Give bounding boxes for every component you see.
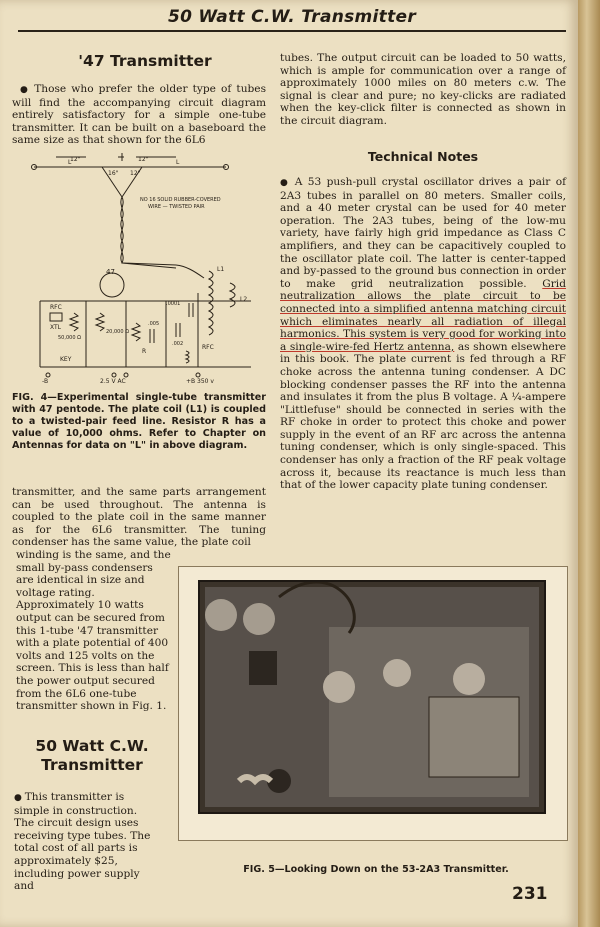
- page-number: 231: [512, 884, 548, 904]
- fig4-cap2: .002: [172, 341, 184, 347]
- fig4-b-plus: +B 350 v: [186, 378, 214, 385]
- fig4-dim-c: 12": [138, 156, 149, 163]
- left-body-continuation: transmitter, and the same parts arrangement can be used throughout. The antenna is coupled to the plate coil in the same manner as for the 6L6 transmitter. The tuning condenser has the same value, the plate coil: [12, 486, 266, 549]
- fig4-rfc: RFC: [50, 304, 62, 311]
- fig4-caption: FIG. 4—Experimental single-tube transmitter with 47 pentode. The plate coil (L1) is coupled to a twisted-pair feed line. Resistor R has a value of 10,000 ohms. Refer to Chapter on Antennas for data on "L" in above diagram.: [12, 392, 266, 451]
- fig4-schematic: [26, 153, 264, 385]
- bullet-icon-2: ●: [14, 793, 25, 803]
- fig4-r: R: [142, 348, 147, 355]
- section-heading-47: '47 Transmitter: [78, 52, 212, 70]
- underlined-passage: Grid neutralization allows the plate circuit to be connected into a simplified antenna matching circuit which eliminates nearly all radiation of illegal harmonics. This system is very good for working into a single-wire-fed Hertz antenna,: [280, 277, 566, 353]
- fig4-key: KEY: [60, 356, 72, 363]
- fig4-dim-a: 16": [108, 170, 119, 177]
- fig4-tube-label: 47: [106, 268, 115, 276]
- fig5-photo: [179, 567, 567, 840]
- fig4-rfc-b: RFC: [202, 344, 214, 351]
- section-heading-50w-line1: 50 Watt C.W.: [35, 737, 149, 755]
- bullet-icon: ●: [20, 85, 35, 95]
- fig4-cap: .0001: [166, 301, 181, 307]
- left-intro-paragraph: ● Those who prefer the older type of tubes will find the accompanying circuit diagram entirely satisfactory for a simple one-tube transmitter. It can be built on a baseboard the same size as that shown for the 6L6: [12, 83, 267, 147]
- right-intro-paragraph: tubes. The output circuit can be loaded to 50 watts, which is ample for communication over a range of approximately 1000 miles on 80 meters c.w. The signal is clear and pure; no key-clicks are radiated when the key-click filter is connected as shown in the circuit diagram.: [280, 52, 566, 127]
- running-header: [18, 4, 566, 32]
- book-edge: [578, 0, 600, 927]
- fig5-photo-frame: [178, 566, 568, 841]
- fig4-vac: 2.5 V AC: [100, 378, 126, 385]
- fig4-label-L: L: [68, 159, 72, 166]
- header-title: 50 Watt C.W. Transmitter: [167, 7, 417, 27]
- section-heading-50w: [14, 737, 170, 775]
- fig4-wire-note-2: WIRE — TWISTED PAIR: [148, 204, 205, 210]
- fig4-wire-note-1: NO 16 SOLID RUBBER-COVERED: [140, 197, 221, 203]
- fig4-dim-b: 12": [130, 170, 141, 177]
- left-body-narrow: winding is the same, and the small by-pass condensers are identical in size and voltage rating. Approximately 10 watts output can be secured from this 1-tube '47 transmitter with a plate potential of 400 volts and 125 volts on the screen. This is less than half the power output secured from the 6L6 one-tube transmitter shown in Fig. 1.: [16, 549, 171, 713]
- fig4-res: 20,000 Ω: [106, 329, 129, 335]
- fig4-l2: L2: [240, 296, 248, 303]
- technical-notes-heading: Technical Notes: [367, 149, 479, 164]
- section-heading-50w-line2: Transmitter: [41, 756, 143, 774]
- fig4-b-minus: -B: [42, 378, 49, 385]
- fig5-caption: FIG. 5—Looking Down on the 53-2A3 Transmitter.: [243, 864, 509, 875]
- fig4-label-L2: L: [176, 159, 180, 166]
- fig4-ohm: 50,000 Ω: [58, 335, 81, 341]
- fig4-dim-d: 12": [70, 156, 81, 163]
- fig4-xtl: XTL: [50, 324, 62, 331]
- fig4-cap3: .005: [148, 321, 160, 327]
- technical-notes-paragraph: ● A 53 push-pull crystal oscillator drives a pair of 2A3 tubes in parallel on 80 meters. Smaller coils, and a 40 meter crystal can be used for 40 meter operation. The 2A3 tubes, being of the low-mu variety, have fairly high grid impedance as Class C amplifiers, and they can be capacitively coupled to the oscillator plate coil. The latter is center-tapped and by-passed to the ground bus connection in order to make grid neutralization possible. Grid neutralization allows the plate circuit to be connected into a simplified antenna matching circuit which eliminates nearly all radiation of illegal harmonics. This system is very good for working into a single-wire-fed Hertz antenna, as shown elsewhere in this book. The plate current is fed through a RF choke across the antenna tuning condenser. A DC blocking condenser passes the RF into the antenna and insulates it from the plus B voltage. A ¼-ampere "Littlefuse" should be connected in series with the RF choke in order to protect this choke and power supply in the event of an RF arc across the antenna tuning condenser, which is only single-spaced. This condenser has only a fraction of the RF peak voltage across it, because its reactance is much less than that of the lower capacity plate tuning condenser.: [280, 176, 567, 492]
- bullet-icon-3: ●: [280, 178, 295, 188]
- left-body-50w: ● This transmitter is simple in construction. The circuit design uses receiving type tubes. The total cost of all parts is approximately $25, including power supply and: [14, 791, 151, 893]
- fig4-l1: L1: [217, 266, 225, 273]
